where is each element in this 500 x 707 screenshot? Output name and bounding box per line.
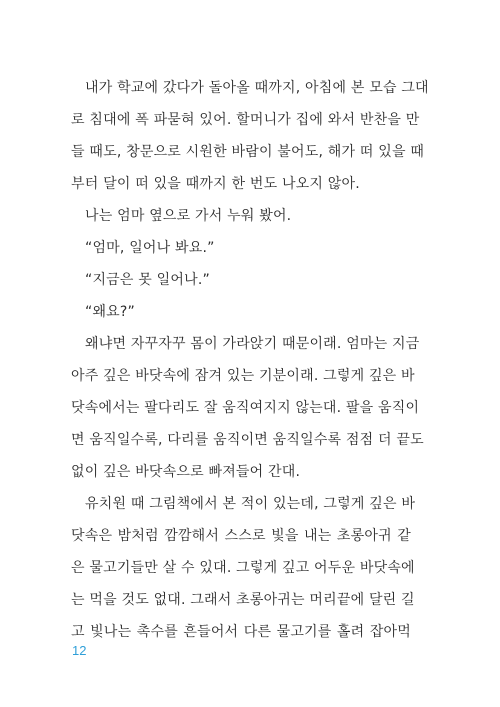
dialogue-line: “왜요?” (85, 304, 135, 320)
text-line: 로 침대에 폭 파묻혀 있어. 할머니가 집에 와서 반찬을 만 (71, 112, 420, 128)
page-number: 12 (72, 643, 87, 658)
text-line: 닷속에서는 팔다리도 잘 움직여지지 않는대. 팔을 움직이 (71, 400, 420, 416)
text-line: 없이 깊은 바닷속으로 빠져들어 간대. (71, 464, 301, 480)
text-line: 유치원 때 그림책에서 본 적이 있는데, 그렇게 깊은 바 (85, 496, 416, 512)
dialogue-line: “엄마, 일어나 봐요.” (85, 240, 215, 256)
body-text (71, 72, 429, 648)
text-line: 부터 달이 떠 있을 때까지 한 번도 나오지 않아. (71, 176, 360, 192)
dialogue-line: “지금은 못 일어나.” (85, 272, 210, 288)
text-line: 왜냐면 자꾸자꾸 몸이 가라앉기 때문이래. 엄마는 지금 (85, 336, 420, 352)
text-line: 들 때도, 창문으로 시원한 바람이 불어도, 해가 떠 있을 때 (71, 144, 425, 160)
text-line: 내가 학교에 갔다가 돌아올 때까지, 아침에 본 모습 그대 (85, 80, 429, 96)
text-line: 면 움직일수록, 다리를 움직이면 움직일수록 점점 더 끝도 (71, 432, 424, 448)
text-line: 고 빛나는 촉수를 흔들어서 다른 물고기를 홀려 잡아먹 (71, 624, 411, 640)
text-line: 나는 엄마 옆으로 가서 누워 봤어. (85, 208, 292, 224)
text-line: 은 물고기들만 살 수 있대. 그렇게 깊고 어두운 바닷속에 (71, 560, 415, 576)
text-line: 아주 깊은 바닷속에 잠겨 있는 기분이래. 그렇게 깊은 바 (71, 368, 415, 384)
text-line: 는 먹을 것도 없대. 그래서 초롱아귀는 머리끝에 달린 길 (71, 592, 415, 608)
text-line: 닷속은 밤처럼 깜깜해서 스스로 빛을 내는 초롱아귀 같 (71, 528, 411, 544)
